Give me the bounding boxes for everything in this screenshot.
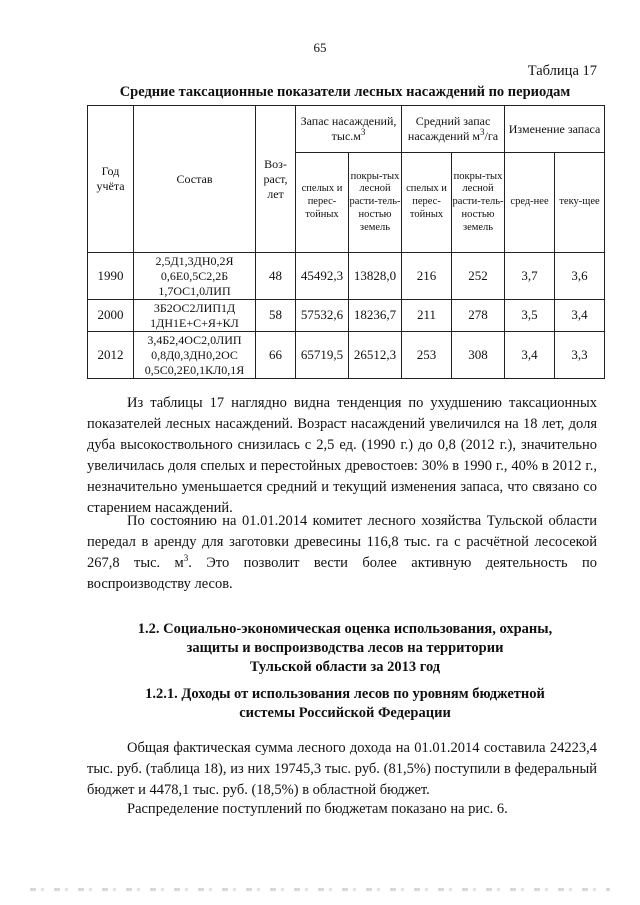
paragraph-table-analysis: Из таблицы 17 наглядно видна тенденция по ухудшению таксационных показателей лесных насаждений. Возраст насаждений увеличился на 18 лет, доля дуба высокоствольного снизилась с 2,5 ед. (1990 г.) до 0,8 (2012 г.), значительно увеличилась доля спелых и перестойных древостоев: 30% в 1990 г., 40% в 2012 г., незначительно уменьшается средний и текущий изменения запаса, что связано со старением насаждений. — [87, 395, 597, 516]
cell-age: 48 — [256, 253, 296, 300]
cell-age: 58 — [256, 300, 296, 332]
cell-mean: 3,4 — [505, 332, 555, 379]
paragraph-lease: По состоянию на 01.01.2014 комитет лесного хозяйства Тульской области передал в аренду для заготовки древесины 116,8 тыс. га с расчётной лесосекой 267,8 тыс. $м^3$. Это позволит вести более активную деятельность по воспроизводству лесов. — [87, 513, 597, 592]
header-change-group: Изменение запаса — [505, 106, 605, 153]
table-row — [88, 253, 605, 300]
cell-ripe: 65719,5 — [296, 332, 349, 379]
section-heading-1-2: 1.2. Социально-экономическая оценка использования, охраны, защиты и воспроизводства лесов на территории Тульской области за 2013 год — [137, 621, 553, 675]
stand-indicators-table — [87, 105, 605, 379]
cell-covered-avg: 278 — [452, 300, 505, 332]
header-mean: сред-нее — [505, 153, 555, 253]
cell-mean: 3,7 — [505, 253, 555, 300]
header-covered-avg: покры-тых лесной расти-тель-ностью земель — [452, 153, 505, 253]
table-row — [88, 332, 605, 379]
table-row — [88, 300, 605, 332]
cell-year: 2012 — [88, 332, 134, 379]
header-covered: покры-тых лесной расти-тель-ностью земель — [349, 153, 402, 253]
cell-year: 1990 — [88, 253, 134, 300]
cell-year: 2000 — [88, 300, 134, 332]
cell-composition: 2,5Д1,3ДН0,2Я 0,6Е0,5С2,2Б 1,7ОС1,0ЛИП — [134, 253, 256, 300]
paragraph-distribution: Распределение поступлений по бюджетам показано на рис. 6. — [127, 801, 508, 817]
cell-composition: 3,4Б2,4ОС2,0ЛИП 0,8Д0,3ДН0,2ОС 0,5С0,2Е0,1КЛ0,1Я — [134, 332, 256, 379]
page-number: 65 — [313, 40, 327, 55]
cell-age: 66 — [256, 332, 296, 379]
cell-ripe-avg: 211 — [402, 300, 452, 332]
scan-edge-noise — [30, 888, 610, 891]
cell-covered: 13828,0 — [349, 253, 402, 300]
cell-composition: 3Б2ОС2ЛИП1Д 1ДН1Е+С+Я+КЛ — [134, 300, 256, 332]
table-title: Средние таксационные показатели лесных насаждений по периодам — [119, 84, 571, 100]
header-year: Год учёта — [88, 106, 134, 253]
cell-covered-avg: 308 — [452, 332, 505, 379]
paragraph-forest-income: Общая фактическая сумма лесного дохода на 01.01.2014 составила 24223,4 тыс. руб. (таблица 18), из них 19745,3 тыс. руб. (81,5%) поступили в федеральный бюджет и 4478,1 тыс. руб. (18,5%) в областной бюджет. — [87, 740, 597, 798]
cell-current: 3,4 — [555, 300, 605, 332]
section-heading-1-2-1: 1.2.1. Доходы от использования лесов по уровням бюджетной системы Российской Федерации — [145, 686, 545, 721]
header-avg-stock-group: Средний запас насаждений $м^3/га$ — [402, 106, 505, 153]
cell-ripe-avg: 216 — [402, 253, 452, 300]
cell-current: 3,3 — [555, 332, 605, 379]
cell-ripe: 45492,3 — [296, 253, 349, 300]
cell-covered: 26512,3 — [349, 332, 402, 379]
cell-covered: 18236,7 — [349, 300, 402, 332]
header-current: теку-щее — [555, 153, 605, 253]
cell-ripe-avg: 253 — [402, 332, 452, 379]
header-composition: Состав — [134, 106, 256, 253]
cell-covered-avg: 252 — [452, 253, 505, 300]
cell-ripe: 57532,6 — [296, 300, 349, 332]
cell-current: 3,6 — [555, 253, 605, 300]
header-stock-group: Запас насаждений, $тыс.м^3$ — [296, 106, 402, 153]
cell-mean: 3,5 — [505, 300, 555, 332]
table-label: Таблица 17 — [527, 63, 597, 79]
header-ripe-avg: спелых и перес-тойных — [402, 153, 452, 253]
header-row-1 — [88, 106, 605, 153]
header-age: Воз-раст, лет — [256, 106, 296, 253]
header-ripe: спелых и перес-тойных — [296, 153, 349, 253]
